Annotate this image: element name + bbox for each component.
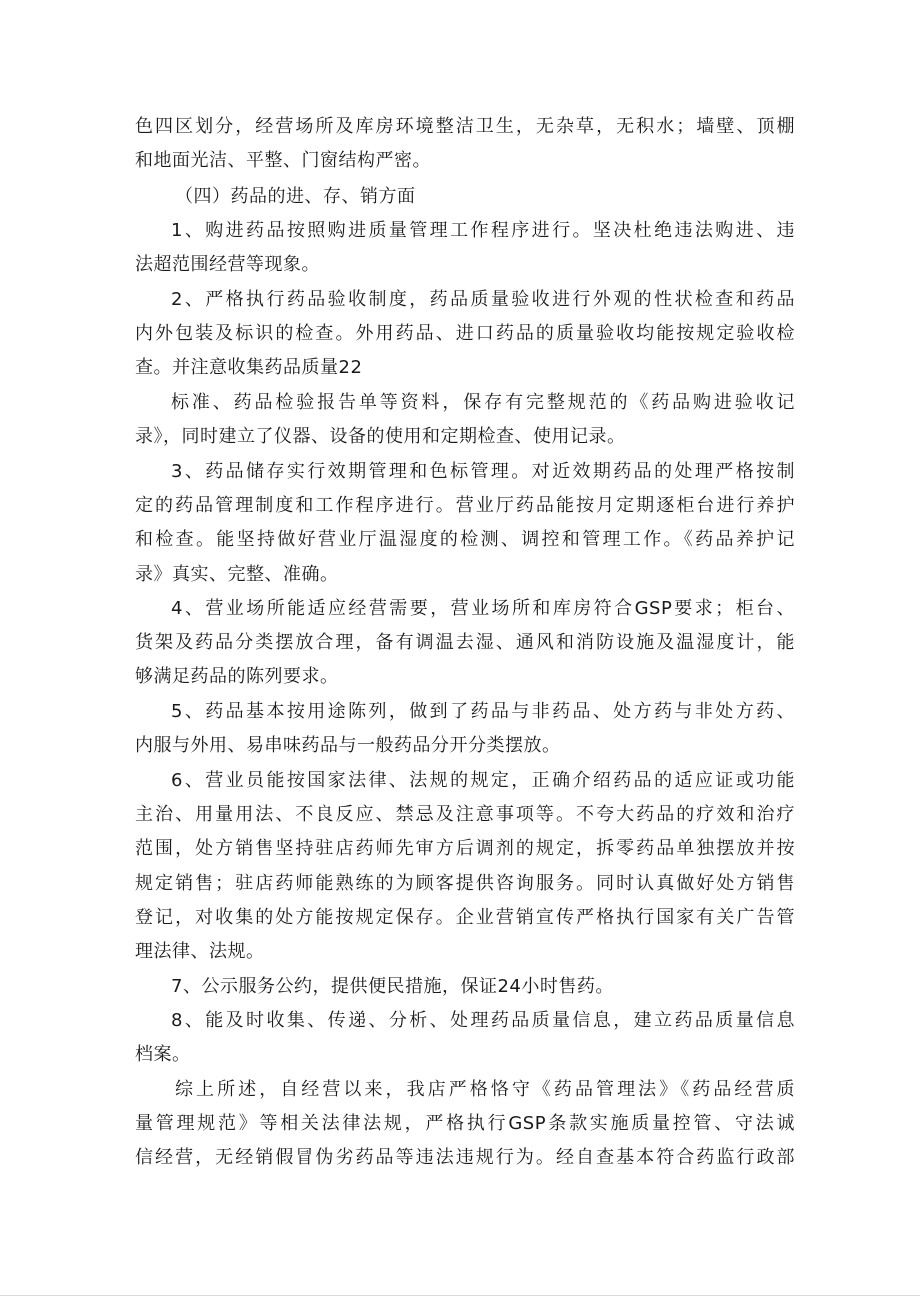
paragraph	[135, 110, 795, 178]
text-line: 2、严格执行药品验收制度，药品质量验收进行外观的性状检查和药品	[171, 289, 795, 310]
text-line: 和地面光洁、平整、门窗结构严密。	[135, 150, 431, 172]
paragraph	[135, 764, 795, 969]
text-line: 5、药品基本按用途陈列，做到了药品与非药品、处方药与非处方药、	[171, 701, 795, 722]
text-line: 量管理规范》等相关法律法规，严格执行GSP条款实施质量控管、守法诚	[135, 1113, 795, 1135]
text-line: 录》真实、完整、准确。	[135, 563, 339, 585]
paragraph	[135, 386, 795, 454]
text-line: 6、营业员能按国家法律、法规的规定，正确介绍药品的适应证或功能	[171, 770, 795, 791]
text-line: 1、购进药品按照购进质量管理工作程序进行。坚决杜绝违法购进、违	[171, 220, 795, 241]
text-line: 标准、药品检验报告单等资料，保存有完整规范的《药品购进验收记	[171, 392, 795, 413]
text-line: 和检查。能坚持做好营业厅温湿度的检测、调控和管理工作。《药品养护记	[135, 529, 795, 551]
text-line: 主治、用量用法、不良反应、禁忌及注意事项等。不夸大药品的疗效和治疗	[135, 804, 795, 826]
text-line: 规定销售；驻店药师能熟练的为顾客提供咨询服务。同时认真做好处方销售	[135, 872, 795, 894]
text-line: 货架及药品分类摆放合理，备有调温去湿、通风和消防设施及温湿度计，能	[135, 632, 795, 654]
text-line: 色四区划分，经营场所及库房环境整洁卫生，无杂草，无积水；墙壁、顶棚	[135, 116, 795, 137]
page-bottom-border	[0, 1295, 920, 1296]
text-line: 档案。	[135, 1044, 191, 1066]
paragraph	[135, 695, 795, 763]
text-line: 录》，同时建立了仪器、设备的使用和定期检查、使用记录。	[135, 426, 626, 448]
text-line: 法超范围经营等现象。	[135, 254, 320, 276]
text-line: 3、药品储存实行效期管理和色标管理。对近效期药品的处理严格按制	[171, 461, 795, 482]
text-line: 8、能及时收集、传递、分析、处理药品质量信息，建立药品质量信息	[171, 1010, 795, 1031]
text-line: 内外包装及标识的检查。外用药品、进口药品的质量验收均能按规定验收检	[135, 323, 795, 345]
paragraph	[135, 592, 795, 695]
text-line: 范围，处方销售坚持驻店药师先审方后调剂的规定，拆零药品单独摆放并按	[135, 838, 795, 860]
text-line: 理法律、法规。	[135, 940, 265, 962]
text-line: 够满足药品的陈列要求。	[135, 666, 339, 688]
text-line: 综上所述，自经营以来，我店严格恪守《药品管理法》《药品经营质	[175, 1079, 795, 1100]
paragraph	[135, 455, 795, 592]
paragraph	[135, 1073, 795, 1176]
text-line: 查。并注意收集药品质量22	[135, 357, 363, 379]
section-heading: （四）药品的进、存、销方面	[175, 186, 416, 207]
text-line: 内服与外用、易串味药品与一般药品分开分类摆放。	[135, 735, 561, 757]
paragraph	[135, 970, 795, 1004]
text-line: 登记，对收集的处方能按规定保存。企业营销宣传严格执行国家有关广告管	[135, 906, 795, 928]
text-line: 7、公示服务公约，提供便民措施，保证24小时售药。	[171, 976, 614, 997]
text-line: 信经营，无经销假冒伪劣药品等违法违规行为。经自查基本符合药监行政部	[135, 1147, 795, 1169]
paragraph	[135, 283, 795, 386]
paragraph	[135, 214, 795, 282]
text-line: 4、营业场所能适应经营需要，营业场所和库房符合GSP要求；柜台、	[171, 598, 795, 619]
paragraph	[135, 1004, 795, 1072]
text-line: 定的药品管理制度和工作程序进行。营业厅药品能按月定期逐柜台进行养护	[135, 495, 795, 517]
